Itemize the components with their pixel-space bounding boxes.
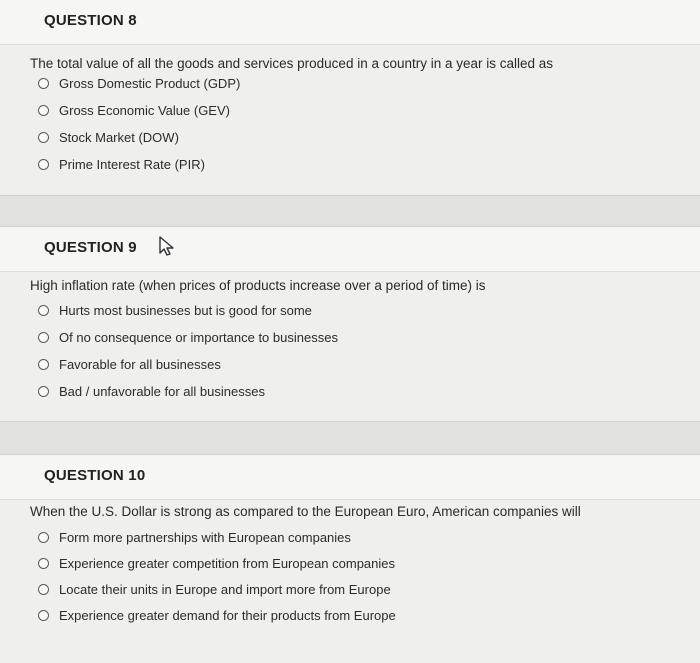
option-greater-demand[interactable] [38, 608, 396, 623]
option-label: Experience greater competition from European companies [59, 556, 396, 571]
option-label: Gross Domestic Product (GDP) [59, 76, 241, 91]
question-header [0, 454, 700, 500]
radio-button[interactable] [38, 610, 49, 621]
option-label: Bad / unfavorable for all businesses [59, 384, 265, 399]
question-title: QUESTION 9 [44, 239, 137, 256]
radio-button[interactable] [38, 584, 49, 595]
radio-button[interactable] [38, 105, 49, 116]
option-competition[interactable] [38, 556, 395, 571]
option-hurts-most[interactable] [38, 303, 312, 318]
question-divider [0, 195, 700, 227]
option-gev[interactable] [38, 103, 230, 118]
radio-button[interactable] [38, 159, 49, 170]
radio-button[interactable] [38, 359, 49, 370]
option-label: Favorable for all businesses [59, 357, 221, 372]
option-partnerships[interactable] [38, 530, 351, 545]
question-header [0, 0, 700, 45]
radio-button[interactable] [38, 386, 49, 397]
question-text: The total value of all the goods and services produced in a country in a year is called as [30, 56, 554, 71]
radio-button[interactable] [38, 532, 49, 543]
option-label: Locate their units in Europe and import more from Europe [59, 582, 391, 597]
option-dow[interactable] [38, 130, 179, 145]
mouse-pointer-icon [158, 235, 176, 257]
question-9 [0, 226, 700, 421]
question-8 [0, 0, 700, 195]
radio-button[interactable] [38, 558, 49, 569]
question-title: QUESTION 10 [44, 467, 146, 484]
question-divider [0, 421, 700, 455]
radio-button[interactable] [38, 78, 49, 89]
option-label: Of no consequence or importance to businesses [59, 330, 338, 345]
option-favorable[interactable] [38, 357, 221, 372]
option-label: Gross Economic Value (GEV) [59, 103, 230, 118]
radio-button[interactable] [38, 305, 49, 316]
question-10 [0, 454, 700, 663]
option-label: Hurts most businesses but is good for some [59, 303, 312, 318]
option-unfavorable[interactable] [38, 384, 265, 399]
option-pir[interactable] [38, 157, 205, 172]
option-label: Stock Market (DOW) [59, 130, 179, 145]
option-no-consequence[interactable] [38, 330, 338, 345]
radio-button[interactable] [38, 132, 49, 143]
option-label: Experience greater demand for their products from Europe [59, 608, 396, 623]
question-text: High inflation rate (when prices of products increase over a period of time) is [30, 278, 486, 293]
question-header [0, 226, 700, 272]
option-locate-units[interactable] [38, 582, 391, 597]
option-gdp[interactable] [38, 76, 240, 91]
question-text: When the U.S. Dollar is strong as compared to the European Euro, American companies will [30, 504, 581, 519]
radio-button[interactable] [38, 332, 49, 343]
question-title: QUESTION 8 [44, 12, 137, 29]
option-label: Form more partnerships with European companies [59, 530, 351, 545]
option-label: Prime Interest Rate (PIR) [59, 157, 205, 172]
